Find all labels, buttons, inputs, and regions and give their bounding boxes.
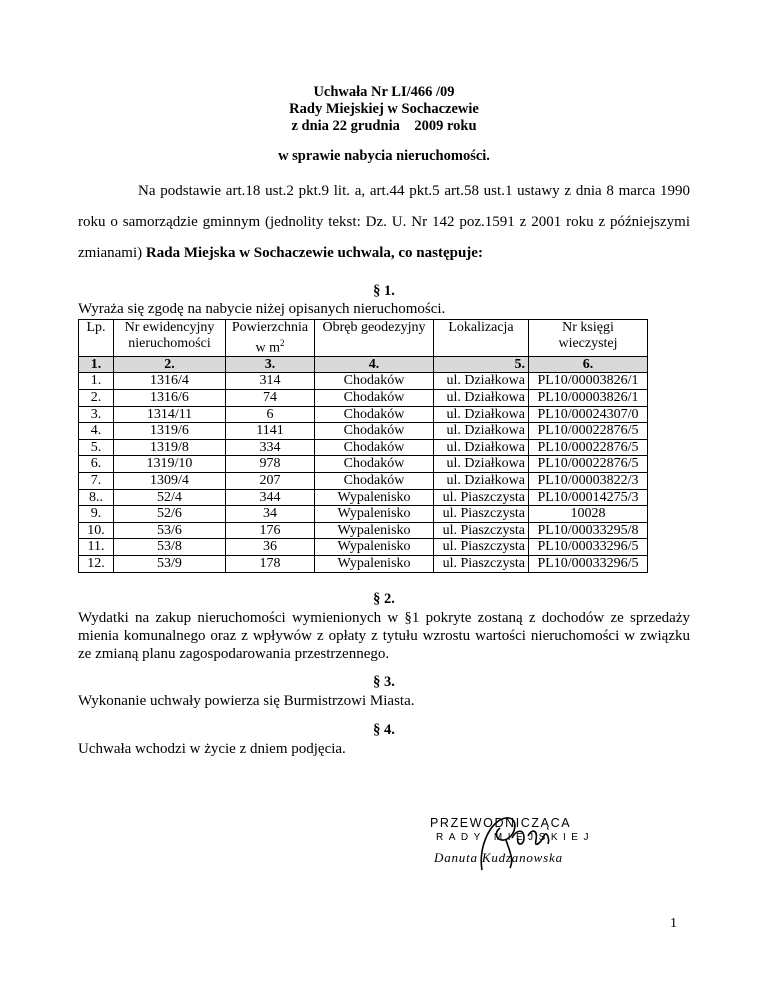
table-header-row bbox=[79, 320, 648, 357]
table-row bbox=[79, 406, 648, 423]
row-nr-ewid: 1316/6 bbox=[114, 390, 226, 407]
row-lp: 5. bbox=[79, 439, 114, 456]
col-nr-ewid-l1: Nr ewidencyjny bbox=[124, 320, 215, 335]
col-number: 6. bbox=[529, 356, 648, 373]
row-lokal: ul. Piaszczysta bbox=[434, 489, 529, 506]
row-pow: 978 bbox=[226, 456, 315, 473]
row-nr-ewid: 52/6 bbox=[114, 506, 226, 523]
section-4-text: Uchwała wchodzi w życie z dniem podjęcia. bbox=[78, 741, 346, 757]
row-lokal: ul. Działkowa bbox=[434, 390, 529, 407]
col-pow-l1: Powierzchnia bbox=[231, 320, 309, 335]
section-3-symbol: § 3. bbox=[373, 674, 395, 690]
row-lokal: ul. Piaszczysta bbox=[434, 522, 529, 539]
row-lokal: ul. Działkowa bbox=[434, 406, 529, 423]
row-obreb: Chodaków bbox=[315, 373, 434, 390]
row-lokal: ul. Działkowa bbox=[434, 456, 529, 473]
row-nr-ewid: 52/4 bbox=[114, 489, 226, 506]
col-kw bbox=[529, 320, 648, 357]
resolution-date: z dnia 22 grudnia 2009 roku bbox=[291, 118, 477, 134]
col-pow-l2: w m bbox=[255, 340, 280, 356]
col-lokal: Lokalizacja bbox=[434, 320, 529, 357]
section-1-text: Wyraża się zgodę na nabycie niżej opisanych nieruchomości. bbox=[78, 301, 446, 317]
row-kw: PL10/00022876/5 bbox=[529, 423, 648, 440]
row-obreb: Wypalenisko bbox=[315, 506, 434, 523]
row-pow: 36 bbox=[226, 539, 315, 556]
row-pow: 344 bbox=[226, 489, 315, 506]
section-2-symbol: § 2. bbox=[373, 591, 395, 607]
col-number: 2. bbox=[114, 356, 226, 373]
row-lokal: ul. Piaszczysta bbox=[434, 506, 529, 523]
row-lp: 6. bbox=[79, 456, 114, 473]
col-number: 1. bbox=[79, 356, 114, 373]
row-kw: PL10/00003826/1 bbox=[529, 373, 648, 390]
table-row bbox=[79, 473, 648, 490]
row-lp: 8.. bbox=[79, 489, 114, 506]
row-pow: 6 bbox=[226, 406, 315, 423]
row-lokal: ul. Działkowa bbox=[434, 473, 529, 490]
preamble-text: Na podstawie art.18 ust.2 pkt.9 lit. a, art.44 pkt.5 art.58 ust.1 ustawy z dnia 8 marca 1990 roku o samorządzie gminnym (jednolity tekst: Dz. U. Nr 142 poz.1591 z 2001 roku z późniejszymi zmianami) bbox=[78, 183, 690, 261]
row-obreb: Wypalenisko bbox=[315, 555, 434, 572]
column-number-row bbox=[79, 356, 648, 373]
stamp-subtitle: RADY MIEJSKIEJ bbox=[436, 832, 594, 843]
row-nr-ewid: 53/6 bbox=[114, 522, 226, 539]
table-row bbox=[79, 456, 648, 473]
row-nr-ewid: 1319/10 bbox=[114, 456, 226, 473]
row-lokal: ul. Działkowa bbox=[434, 423, 529, 440]
row-kw: PL10/00033295/8 bbox=[529, 522, 648, 539]
row-obreb: Wypalenisko bbox=[315, 539, 434, 556]
row-pow: 34 bbox=[226, 506, 315, 523]
row-nr-ewid: 1309/4 bbox=[114, 473, 226, 490]
row-lp: 7. bbox=[79, 473, 114, 490]
col-nr-ewid bbox=[114, 320, 226, 357]
col-kw-l2: wieczystej bbox=[558, 335, 618, 351]
row-obreb: Wypalenisko bbox=[315, 522, 434, 539]
row-lokal: ul. Piaszczysta bbox=[434, 555, 529, 572]
row-pow: 74 bbox=[226, 390, 315, 407]
preamble-bold: Rada Miejska w Sochaczewie uchwala, co następuje: bbox=[145, 245, 483, 261]
table-row bbox=[79, 373, 648, 390]
row-kw: PL10/00022876/5 bbox=[529, 439, 648, 456]
row-lp: 3. bbox=[79, 406, 114, 423]
handwritten-signature-icon bbox=[420, 808, 600, 878]
col-nr-ewid-l2: nieruchomości bbox=[128, 335, 211, 351]
row-pow: 178 bbox=[226, 555, 315, 572]
row-pow: 1141 bbox=[226, 423, 315, 440]
row-obreb: Chodaków bbox=[315, 439, 434, 456]
table-row bbox=[79, 555, 648, 572]
table-row bbox=[79, 539, 648, 556]
table-row bbox=[79, 489, 648, 506]
row-kw: 10028 bbox=[529, 506, 648, 523]
row-nr-ewid: 53/8 bbox=[114, 539, 226, 556]
row-lp: 9. bbox=[79, 506, 114, 523]
row-kw: PL10/00024307/0 bbox=[529, 406, 648, 423]
row-pow: 176 bbox=[226, 522, 315, 539]
row-nr-ewid: 1319/8 bbox=[114, 439, 226, 456]
row-obreb: Chodaków bbox=[315, 473, 434, 490]
col-number: 3. bbox=[226, 356, 315, 373]
row-lp: 11. bbox=[79, 539, 114, 556]
council-name: Rady Miejskiej w Sochaczewie bbox=[289, 101, 479, 117]
resolution-header bbox=[0, 84, 768, 135]
resolution-number: Uchwała Nr LI/466 /09 bbox=[313, 84, 455, 100]
row-lp: 2. bbox=[79, 390, 114, 407]
col-number: 4. bbox=[315, 356, 434, 373]
stamp-name: Danuta Kudzanowska bbox=[434, 850, 563, 865]
table-row bbox=[79, 522, 648, 539]
row-lp: 12. bbox=[79, 555, 114, 572]
row-pow: 207 bbox=[226, 473, 315, 490]
col-obreb: Obręb geodezyjny bbox=[315, 320, 434, 357]
section-4-symbol: § 4. bbox=[373, 722, 395, 738]
row-lp: 1. bbox=[79, 373, 114, 390]
col-kw-l1: Nr księgi bbox=[562, 320, 614, 335]
row-lp: 10. bbox=[79, 522, 114, 539]
row-lokal: ul. Działkowa bbox=[434, 439, 529, 456]
section-2-text: Wydatki na zakup nieruchomości wymienionych w §1 pokryte zostaną z dochodów ze sprzedaży mienia komunalnego oraz z wpływów z opłaty z tytułu wzrostu wartości nieruchomości w związku ze zmianą planu zagospodarowania przestrzennego. bbox=[78, 610, 690, 662]
col-pow-sup: 2 bbox=[280, 337, 285, 348]
col-pow bbox=[226, 320, 315, 357]
resolution-topic: w sprawie nabycia nieruchomości. bbox=[278, 148, 490, 164]
row-obreb: Chodaków bbox=[315, 423, 434, 440]
row-nr-ewid: 53/9 bbox=[114, 555, 226, 572]
properties-table bbox=[78, 319, 648, 573]
table-row bbox=[79, 439, 648, 456]
col-lp: Lp. bbox=[79, 320, 114, 357]
row-obreb: Wypalenisko bbox=[315, 489, 434, 506]
preamble bbox=[78, 176, 690, 269]
section-1-symbol: § 1. bbox=[373, 283, 395, 299]
row-obreb: Chodaków bbox=[315, 406, 434, 423]
row-kw: PL10/00003822/3 bbox=[529, 473, 648, 490]
row-pow: 314 bbox=[226, 373, 315, 390]
row-obreb: Chodaków bbox=[315, 390, 434, 407]
row-kw: PL10/00033296/5 bbox=[529, 539, 648, 556]
row-kw: PL10/00014275/3 bbox=[529, 489, 648, 506]
stamp-title: PRZEWODNICZĄCA bbox=[430, 816, 572, 830]
table-row bbox=[79, 506, 648, 523]
row-lokal: ul. Piaszczysta bbox=[434, 539, 529, 556]
col-number: 5. bbox=[434, 356, 529, 373]
row-kw: PL10/00033296/5 bbox=[529, 555, 648, 572]
row-lp: 4. bbox=[79, 423, 114, 440]
table-row bbox=[79, 390, 648, 407]
row-kw: PL10/00022876/5 bbox=[529, 456, 648, 473]
row-kw: PL10/00003826/1 bbox=[529, 390, 648, 407]
chairwoman-stamp-signature bbox=[420, 808, 600, 878]
row-lokal: ul. Działkowa bbox=[434, 373, 529, 390]
table-row bbox=[79, 423, 648, 440]
page-number: 1 bbox=[670, 916, 677, 931]
section-3-text: Wykonanie uchwały powierza się Burmistrzowi Miasta. bbox=[78, 693, 415, 709]
row-nr-ewid: 1316/4 bbox=[114, 373, 226, 390]
row-obreb: Chodaków bbox=[315, 456, 434, 473]
row-pow: 334 bbox=[226, 439, 315, 456]
row-nr-ewid: 1319/6 bbox=[114, 423, 226, 440]
row-nr-ewid: 1314/11 bbox=[114, 406, 226, 423]
